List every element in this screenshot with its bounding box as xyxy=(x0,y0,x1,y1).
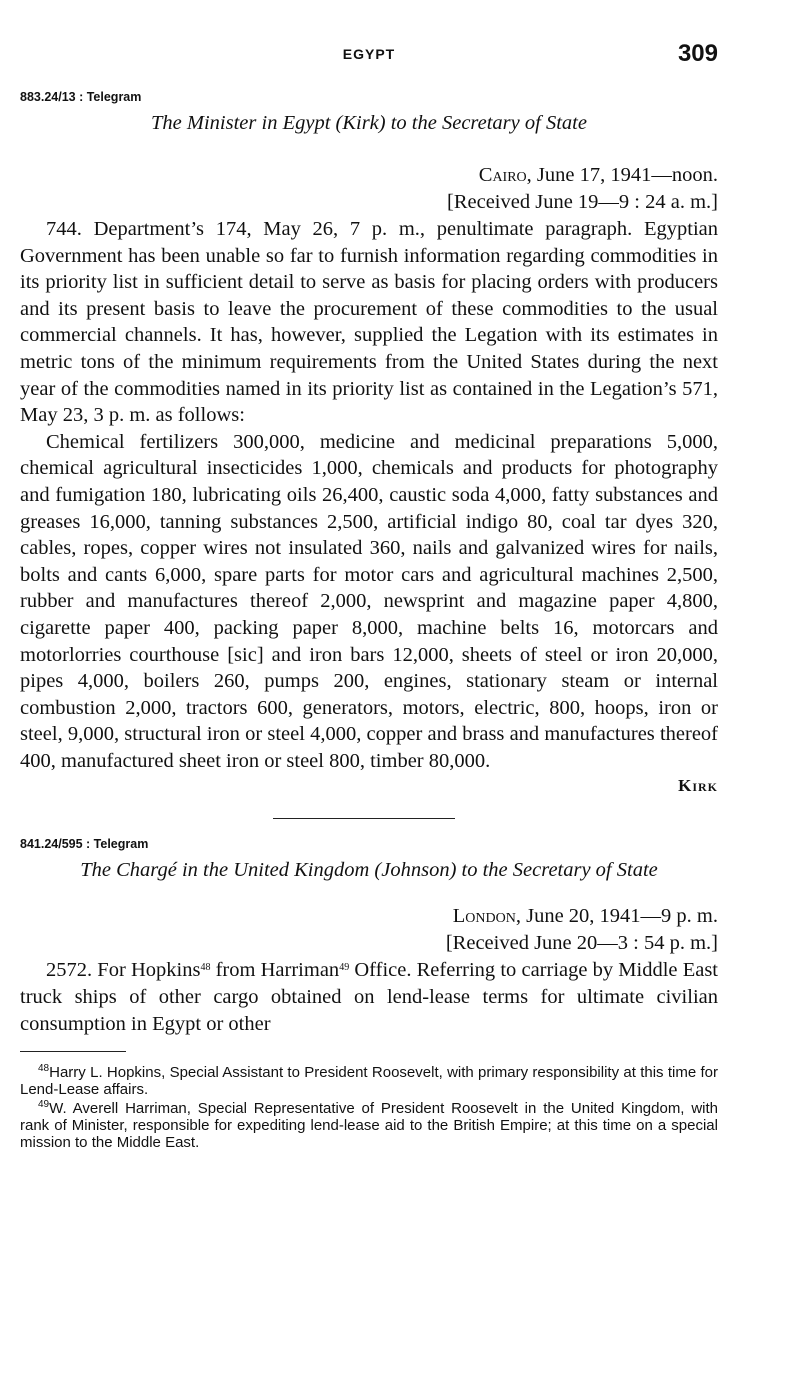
document-title-1: The Minister in Egypt (Kirk) to the Secretary of State xyxy=(151,112,587,134)
dateline-date-2: , June 20, 1941—9 p. m. xyxy=(515,905,718,928)
received-line-2: [Received June 20—3 : 54 p. m.] xyxy=(445,932,718,955)
footnote-number: 48 xyxy=(38,1063,50,1075)
dateline-2 xyxy=(20,903,718,930)
signature-1: Kirk xyxy=(678,776,718,796)
footnote-number: 49 xyxy=(38,1099,50,1111)
footnotes xyxy=(20,1064,718,1151)
telegram-paragraph-1: 744. Department’s 174, May 26, 7 p. m., penultimate paragraph. Egyptian Government has been unable so far to furnish information regarding commodities in its priority list in sufficient detail to serve as basis for placing orders with producers and its present basis to leave the procurement of these commodities to the usual commercial channels. It has, however, supplied the Legation with its estimates in metric tons of the minimum requirements from the United States during the next year of the commodities named in its priority list as contained in the Legation’s 571, May 23, 3 p. m. as follows: xyxy=(20,218,718,427)
telegram-paragraph-2: Chemical fertilizers 300,000, medicine and medicinal preparations 5,000, chemical agricultural insecticides 1,000, chemicals and products for photography and fumigation 180, lubricating oils 26,400, caustic soda 4,000, fatty substances and greases 16,000, tanning substances 2,500, artificial indigo 80, coal tar dyes 320, cables, ropes, copper wires not insulated 360, nails and galvanized wires for nails, bolts and cants 6,000, spare parts for motor cars and agricultural machines 2,500, rubber and manufactures thereof 2,000, newsprint and magazine paper 4,800, cigarette paper 400, packing paper 8,000, machine belts 16, motorcars and motorlorries courthouse [sic] and iron bars 12,000, sheets of steel or iron 20,000, pipes 4,000, boilers 260, pumps 200, engines, stationary steam or internal combustion 2,000, tractors 600, generators, motors, electric, 800, hoops, iron or steel, 9,000, structural iron or steel 4,000, copper and brass and manufactures thereof 400, manufactured sheet iron or steel 800, timber 80,000. xyxy=(20,430,718,772)
received-line-1: [Received June 19—9 : 24 a. m.] xyxy=(447,191,718,213)
telegram-paragraph-3 xyxy=(20,957,718,1037)
document-title-2: The Chargé in the United Kingdom (Johnson) to the Secretary of State xyxy=(80,859,658,882)
document-page xyxy=(20,36,718,1153)
page-header xyxy=(20,36,718,72)
running-head: EGYPT xyxy=(342,46,396,62)
footnote-text: Harry L. Hopkins, Special Assistant to President Roosevelt, with primary responsibility at this time for Lend-Lease affairs. xyxy=(20,1064,718,1099)
dateline-1 xyxy=(20,162,718,189)
footnote-48 xyxy=(20,1064,718,1098)
dateline-city-1: Cairo xyxy=(478,164,527,186)
footnote-49 xyxy=(20,1100,718,1151)
dateline-date-1: , June 17, 1941—noon. xyxy=(526,164,718,186)
footnote-text: W. Averell Harriman, Special Representative of President Roosevelt in the United Kingdom, with rank of Minister, responsible for expediting lend-lease aid to the British Empire; at this time on a special mission to the Middle East. xyxy=(20,1100,718,1152)
page-number: 309 xyxy=(677,40,718,67)
file-reference-2: 841.24/595 : Telegram xyxy=(20,837,149,852)
section-divider xyxy=(273,818,455,819)
footnote-ref-49[interactable]: 49 xyxy=(339,962,350,974)
dateline-city-2: London xyxy=(452,905,516,928)
footnote-ref-48[interactable]: 48 xyxy=(200,962,211,974)
paragraph-end: Office. Referring to carriage by Middle East truck ships of other cargo obtained on lend-lease terms for ultimate civilian consumption in Egypt or other xyxy=(20,959,718,1035)
file-reference-1: 883.24/13 : Telegram xyxy=(20,90,142,104)
paragraph-middle: from Harriman xyxy=(210,959,340,982)
paragraph-start: 2572. For Hopkins xyxy=(46,959,201,982)
footnote-rule xyxy=(20,1051,126,1052)
